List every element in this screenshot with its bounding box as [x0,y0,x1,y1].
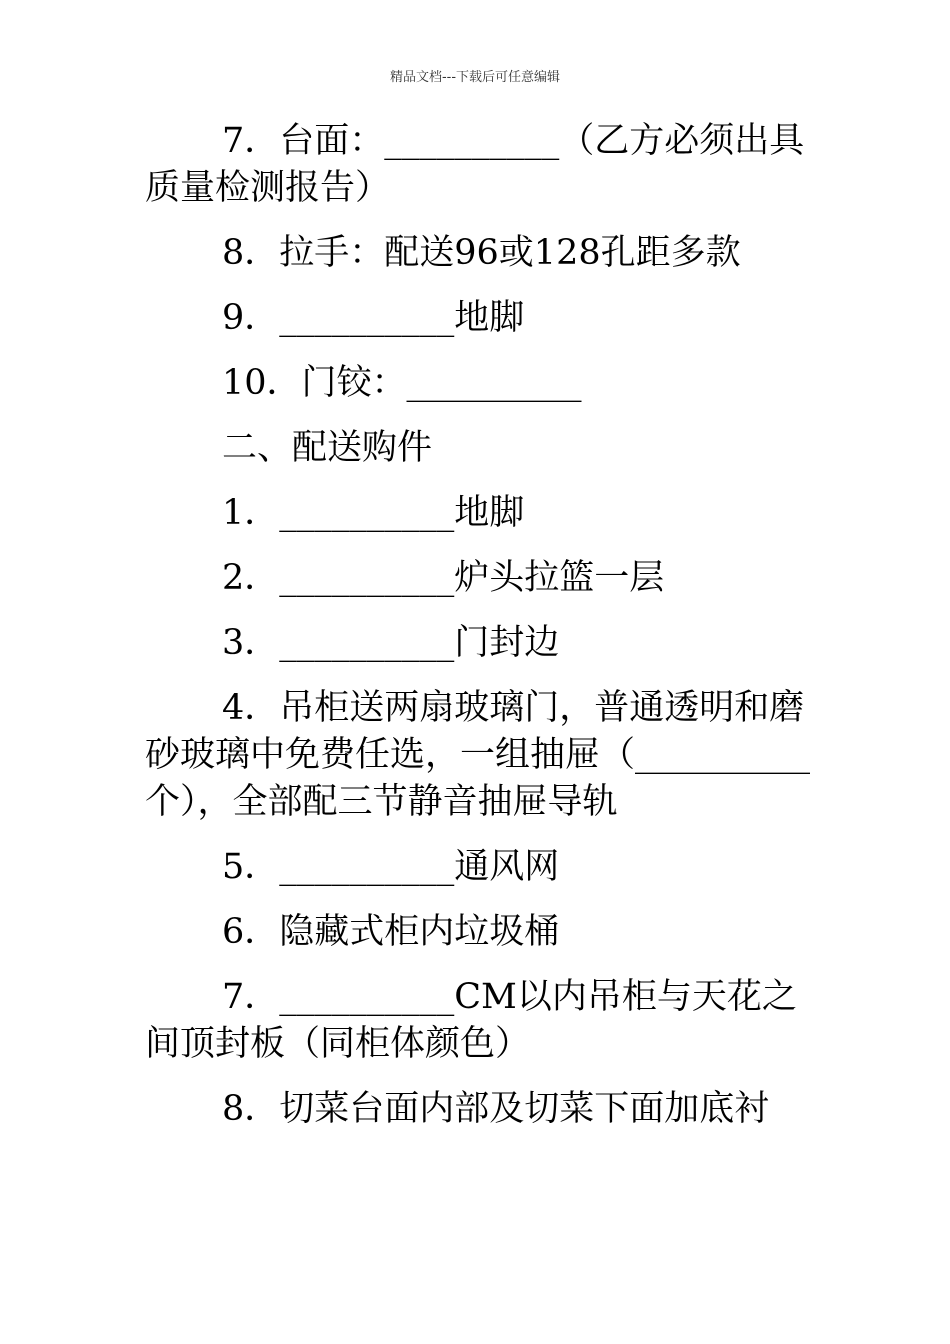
list-item-hinges: 10．门铰：__________ [222,363,582,403]
list-item-handles: 8．拉手：配送96或128孔距多款 [222,233,741,273]
page-header-watermark: 精品文档---下载后可任意编辑 [389,70,561,85]
list-item-top-sealing-board: 7．__________CM以内吊柜与天花之间顶封板（同柜体颜色） [145,977,797,1064]
document-body [145,118,815,1151]
list-item-door-edging: 3．__________门封边 [222,623,560,663]
list-item-glass-doors-drawers: 4．吊柜送两扇玻璃门，普通透明和磨砂玻璃中免费任选，一组抽屉（__________个），全部配三节静音抽屉导轨 [145,688,811,822]
section-heading-accessories: 二、配送购件 [222,428,433,468]
list-item-countertop: 7．台面：__________（乙方必须出具质量检测报告） [145,121,805,208]
list-item-feet: 9．__________地脚 [222,298,525,338]
list-item-stove-basket: 2．__________炉头拉篮一层 [222,558,665,598]
list-item-accessory-feet: 1．__________地脚 [222,493,525,533]
list-item-hidden-trash-bin: 6．隐藏式柜内垃圾桶 [222,912,560,952]
list-item-vent-mesh: 5．__________通风网 [222,847,560,887]
list-item-cutting-board-lining: 8．切菜台面内部及切菜下面加底衬 [222,1089,770,1129]
